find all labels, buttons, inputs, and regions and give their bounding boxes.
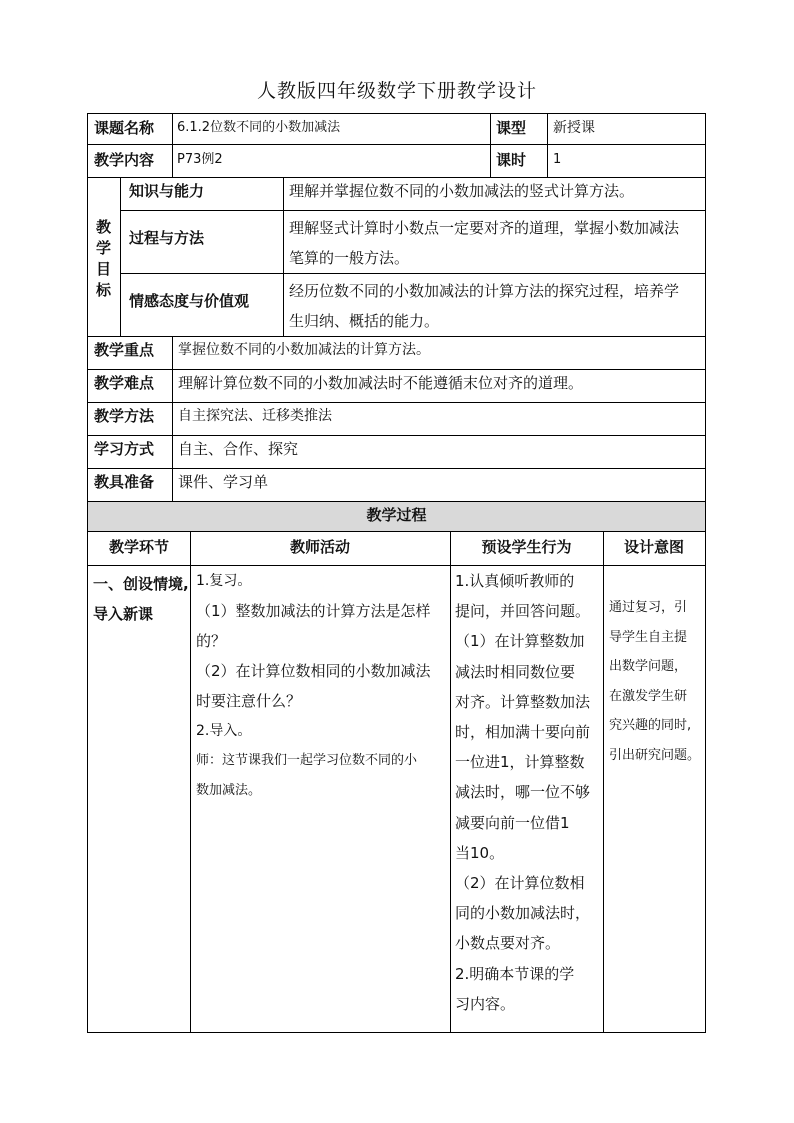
goals-label-char: 学 xyxy=(96,239,112,257)
goal-attitude-label: 情感态度与价值观 xyxy=(129,292,250,310)
student-line: 1.认真倾听教师的 xyxy=(455,572,575,590)
key-point-value: 掌握位数不同的小数加减法的计算方法。 xyxy=(178,342,430,358)
col-divider xyxy=(190,531,191,1033)
row-divider xyxy=(88,531,705,532)
col-divider xyxy=(490,114,491,177)
teacher-line: 时要注意什么？ xyxy=(196,692,302,710)
teacher-line: 师：这节课我们一起学习位数不同的小 xyxy=(196,753,418,768)
course-type-value: 新授课 xyxy=(553,120,595,136)
teacher-line: （2）在计算位数相同的小数加减法 xyxy=(196,662,431,680)
header-teacher: 教师活动 xyxy=(289,538,350,556)
goal-attitude-line: 生归纳、概括的能力。 xyxy=(289,312,440,330)
col-divider xyxy=(450,531,451,1033)
goal-knowledge-label: 知识与能力 xyxy=(129,182,205,200)
teacher-line: 2.导入。 xyxy=(196,723,252,739)
student-line: 提问，并回答问题。 xyxy=(455,602,591,621)
col-divider xyxy=(547,114,548,177)
design-intent xyxy=(609,593,703,770)
learning-style-label: 学习方式 xyxy=(94,440,155,458)
goal-attitude-text xyxy=(289,276,679,336)
topic-label: 课题名称 xyxy=(94,119,155,137)
learning-style-value: 自主、合作、探究 xyxy=(178,440,299,458)
student-line: 减法时，哪一位不够 xyxy=(455,783,591,802)
row-divider xyxy=(88,144,705,145)
method-value: 自主探究法、迁移类推法 xyxy=(178,408,332,424)
goal-process-label: 过程与方法 xyxy=(129,229,205,247)
teacher-activity xyxy=(196,566,446,806)
row-divider xyxy=(88,402,705,403)
method-label: 教学方法 xyxy=(94,407,155,425)
document-title: 人教版四年级数学下册教学设计 xyxy=(256,80,537,102)
content-label: 教学内容 xyxy=(94,151,155,169)
student-behavior xyxy=(455,566,601,1019)
key-point-label: 教学重点 xyxy=(94,341,155,359)
tools-value: 课件、学习单 xyxy=(178,473,269,491)
col-divider xyxy=(172,114,173,177)
student-line: 减要向前一位借1 xyxy=(455,813,570,832)
teacher-line: 数加减法。 xyxy=(196,783,262,798)
student-line: （1）在计算整数加 xyxy=(455,632,585,651)
goals-label xyxy=(96,217,111,301)
course-type-label: 课型 xyxy=(496,119,527,137)
intent-line: 出数学问题， xyxy=(609,659,688,674)
col-divider xyxy=(172,336,173,501)
student-line: 小数点要对齐。 xyxy=(455,934,561,953)
process-title: 教学过程 xyxy=(366,506,427,524)
hours-label: 课时 xyxy=(496,151,527,169)
stage-line: 一、创设情境, xyxy=(93,575,189,593)
goals-label-char: 目 xyxy=(96,260,112,278)
intent-line: 引出研究问题。 xyxy=(609,747,701,763)
col-divider xyxy=(283,177,284,336)
row-divider xyxy=(88,369,705,370)
topic-value: 6.1.2位数不同的小数加减法 xyxy=(177,120,341,135)
student-line: 同的小数加减法时， xyxy=(455,904,591,923)
goal-process-line: 笔算的一般方法。 xyxy=(289,249,410,267)
goal-process-text xyxy=(289,213,679,273)
intent-line: 在激发学生研 xyxy=(609,688,688,704)
col-divider xyxy=(120,177,121,336)
goals-label-char: 教 xyxy=(96,218,112,236)
student-line: 对齐。计算整数加法 xyxy=(455,692,591,711)
tools-label: 教具准备 xyxy=(94,473,155,491)
difficulty-value: 理解计算位数不同的小数加减法时不能遵循末位对齐的道理。 xyxy=(178,374,584,392)
teacher-line: （1）整数加减法的计算方法是怎样 xyxy=(196,602,431,620)
student-line: （2）在计算位数相 xyxy=(455,874,585,893)
row-divider xyxy=(88,435,705,436)
intent-line: 究兴趣的同时, xyxy=(609,718,692,733)
stage-name xyxy=(93,569,189,629)
student-line: 时，相加满十要向前 xyxy=(455,723,591,742)
student-line: 2.明确本节课的学 xyxy=(455,964,575,983)
goal-attitude-line: 经历位数不同的小数加减法的计算方法的探究过程，培养学 xyxy=(289,282,680,300)
content-value: P73例2 xyxy=(177,152,223,167)
row-divider xyxy=(120,210,705,211)
hours-value: 1 xyxy=(553,152,562,167)
col-divider xyxy=(603,531,604,1033)
header-stage: 教学环节 xyxy=(108,538,169,556)
header-student: 预设学生行为 xyxy=(481,538,572,556)
goals-label-char: 标 xyxy=(96,281,112,299)
header-intent: 设计意图 xyxy=(623,538,684,556)
intent-line: 导学生自主提 xyxy=(609,629,688,645)
goal-process-line: 理解竖式计算时小数点一定要对齐的道理，掌握小数加减法 xyxy=(289,219,680,237)
student-line: 一位进1，计算整数 xyxy=(455,753,585,772)
teacher-line: 的？ xyxy=(196,632,227,650)
student-line: 习内容。 xyxy=(455,994,516,1013)
intent-line: 通过复习，引 xyxy=(609,600,688,615)
row-divider xyxy=(88,177,705,178)
stage-line: 导入新课 xyxy=(93,605,154,623)
student-line: 当10。 xyxy=(455,843,505,862)
teacher-line: 1.复习。 xyxy=(196,573,252,589)
row-divider xyxy=(88,468,705,469)
goal-knowledge-text: 理解并掌握位数不同的小数加减法的竖式计算方法。 xyxy=(289,182,635,200)
row-divider xyxy=(120,273,705,274)
lesson-plan-table xyxy=(87,113,706,1033)
row-divider xyxy=(88,501,705,502)
student-line: 减法时相同数位要 xyxy=(455,662,576,681)
row-divider xyxy=(88,336,705,337)
difficulty-label: 教学难点 xyxy=(94,374,155,392)
